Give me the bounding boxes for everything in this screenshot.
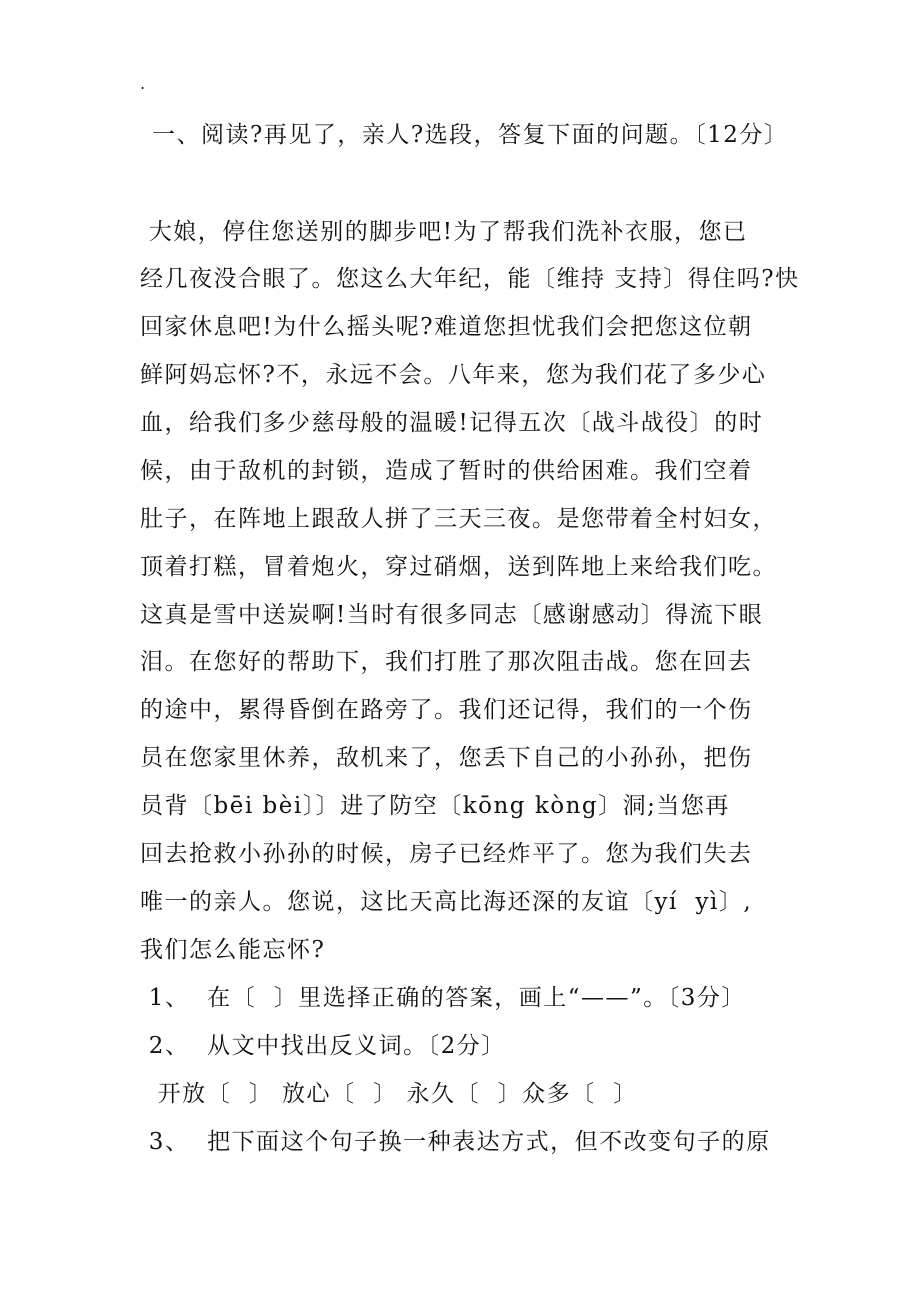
question-1: 1、 在〔 〕里选择正确的答案，画上“——”。〔3分〕	[140, 985, 746, 1011]
antonym-blanks: 开放〔 〕 放心〔 〕 永久〔 〕众多〔 〕	[140, 1081, 638, 1107]
passage-line-1: 大娘，停住您送别的脚步吧!为了帮我们洗补衣服，您已	[140, 219, 748, 245]
passage-line-2: 经几夜没合眼了。您这么大年纪，能〔维持 支持〕得住吗?快	[140, 266, 800, 292]
section-heading: 一、阅读?再见了，亲人?选段，答复下面的问题。〔12分〕	[152, 122, 789, 148]
passage-line-3: 回家休息吧!为什么摇头呢?难道您担忧我们会把您这位朝	[140, 314, 753, 340]
passage-line-15: 唯一的亲人。您说，这比天高比海还深的友谊〔yí yì〕,	[140, 889, 753, 915]
passage-line-10: 泪。在您好的帮助下，我们打胜了那次阻击战。您在回去	[140, 649, 753, 675]
passage-line-14: 回去抢救小孙孙的时候，房子已经炸平了。您为我们失去	[140, 841, 753, 867]
top-mark: .	[140, 74, 146, 93]
question-3: 3、 把下面这个句子换一种表达方式，但不改变句子的原	[140, 1129, 771, 1155]
passage-line-13: 员背〔bēi bèi〕〕进了防空〔kōng kòng〕洞;当您再	[140, 793, 730, 819]
passage-line-6: 候，由于敌机的封锁，造成了暂时的供给困难。我们空着	[140, 458, 753, 484]
passage-line-7: 肚子，在阵地上跟敌人拼了三天三夜。是您带着全村妇女，	[140, 506, 777, 532]
passage-line-8: 顶着打糕，冒着炮火，穿过硝烟，送到阵地上来给我们吃。	[140, 554, 777, 580]
passage-line-12: 员在您家里休养，敌机来了，您丢下自己的小孙孙，把伤	[140, 745, 753, 771]
question-2: 2、 从文中找出反义词。〔2分〕	[140, 1033, 506, 1059]
passage-line-9: 这真是雪中送炭啊!当时有很多同志〔感谢感动〕得流下眼	[140, 602, 764, 628]
passage-line-16: 我们怎么能忘怀?	[140, 937, 326, 963]
passage-line-11: 的途中，累得昏倒在路旁了。我们还记得，我们的一个伤	[140, 697, 753, 723]
passage-line-4: 鲜阿妈忘怀?不，永远不会。八年来，您为我们花了多少心	[140, 362, 767, 388]
passage-line-5: 血，给我们多少慈母般的温暖!记得五次〔战斗战役〕的时	[140, 410, 764, 436]
